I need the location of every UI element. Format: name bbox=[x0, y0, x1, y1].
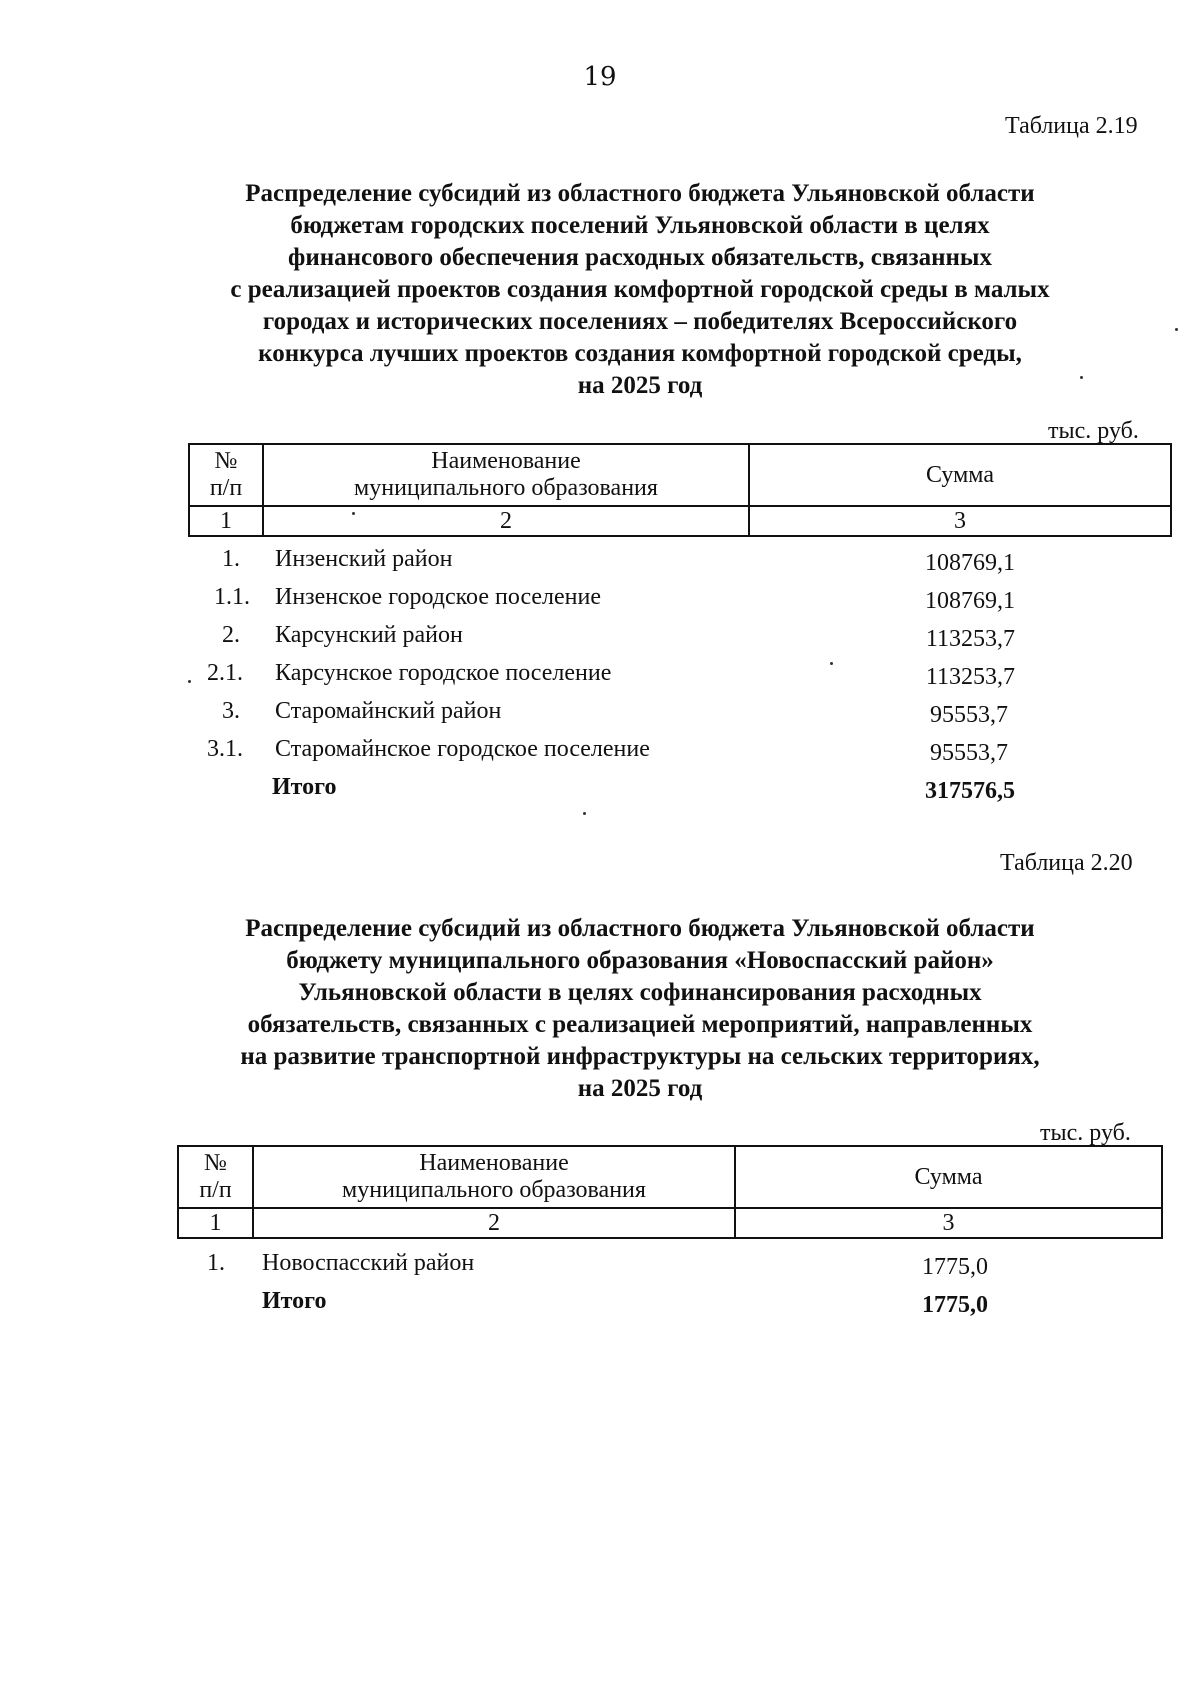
row-number: 3. bbox=[222, 698, 240, 724]
scan-speck bbox=[352, 512, 355, 515]
row-amount: 113253,7 bbox=[925, 626, 1015, 652]
row-number: 2. bbox=[222, 622, 240, 648]
num-abbrev: п/п bbox=[199, 1177, 232, 1203]
row-amount: 95553,7 bbox=[930, 740, 1008, 766]
header-name-line2: муниципального образования bbox=[342, 1177, 646, 1203]
scan-speck bbox=[583, 812, 586, 815]
table1-header-sum: Сумма bbox=[749, 444, 1171, 506]
row-amount: 108769,1 bbox=[925, 588, 1015, 614]
row-name: Инзенский район bbox=[275, 546, 453, 572]
total-label: Итого bbox=[262, 1288, 327, 1314]
num-sign: № bbox=[204, 1150, 227, 1176]
table2-header bbox=[177, 1145, 1163, 1239]
table1-col-index-3: 3 bbox=[749, 506, 1171, 536]
total-amount: 317576,5 bbox=[925, 778, 1015, 804]
row-name: Карсунский район bbox=[275, 622, 463, 648]
scan-speck bbox=[188, 680, 191, 683]
num-abbrev: п/п bbox=[209, 475, 243, 501]
row-name: Старомайнский район bbox=[275, 698, 502, 724]
table2-heading-line: Распределение субсидий из областного бюджета Ульяновской области bbox=[245, 915, 1035, 942]
table2-units: тыс. руб. bbox=[1040, 1120, 1131, 1146]
table1-col-index-1: 1 bbox=[189, 506, 263, 536]
row-name: Карсунское городское поселение bbox=[275, 660, 612, 686]
total-amount: 1775,0 bbox=[922, 1292, 988, 1318]
table2-header-name bbox=[253, 1146, 735, 1208]
row-name: Новоспасский район bbox=[262, 1250, 475, 1276]
table1-heading-line: финансового обеспечения расходных обязательств, связанных bbox=[288, 244, 992, 271]
table1-header-name bbox=[263, 444, 749, 506]
row-amount: 1775,0 bbox=[922, 1254, 988, 1280]
table1-heading-line: городах и исторических поселениях – победителях Всероссийского bbox=[262, 308, 1018, 335]
row-amount: 95553,7 bbox=[930, 702, 1008, 728]
row-amount: 108769,1 bbox=[925, 550, 1015, 576]
table1-heading-line: конкурса лучших проектов создания комфортной городской среды, bbox=[258, 340, 1022, 367]
row-number: 3.1. bbox=[207, 736, 243, 762]
scan-speck bbox=[1175, 328, 1178, 331]
row-number: 1.1. bbox=[214, 584, 250, 610]
table2-heading-line: обязательств, связанных с реализацией мероприятий, направленных bbox=[247, 1011, 1033, 1038]
table2-heading-line: бюджету муниципального образования «Новоспасский район» bbox=[286, 947, 994, 974]
table2-col-index-1: 1 bbox=[178, 1208, 253, 1238]
table2-col-index-2: 2 bbox=[253, 1208, 735, 1238]
table1-units: тыс. руб. bbox=[1048, 418, 1139, 444]
scan-speck bbox=[830, 662, 833, 665]
scan-speck bbox=[1080, 376, 1083, 379]
header-name-line2: муниципального образования bbox=[354, 475, 658, 501]
header-name-line1: Наименование bbox=[419, 1150, 569, 1176]
table-label-2-19: Таблица 2.19 bbox=[1005, 113, 1138, 139]
table1-heading-line: на 2025 год bbox=[577, 372, 703, 399]
table2-header-num bbox=[178, 1146, 253, 1208]
table2-heading bbox=[160, 913, 1120, 1105]
table1-heading-line: бюджетам городских поселений Ульяновской области в целях bbox=[290, 212, 990, 239]
table2-heading-line: на развитие транспортной инфраструктуры на сельских территориях, bbox=[240, 1043, 1040, 1070]
table2-heading-line: на 2025 год bbox=[577, 1075, 703, 1102]
table1-header-num bbox=[189, 444, 263, 506]
row-name: Инзенское городское поселение bbox=[275, 584, 602, 610]
total-label: Итого bbox=[272, 774, 337, 800]
row-number: 2.1. bbox=[207, 660, 243, 686]
table1-heading-line: Распределение субсидий из областного бюджета Ульяновской области bbox=[245, 180, 1035, 207]
row-amount: 113253,7 bbox=[925, 664, 1015, 690]
header-name-line1: Наименование bbox=[431, 448, 581, 474]
table2-col-index-3: 3 bbox=[735, 1208, 1162, 1238]
table-label-2-20: Таблица 2.20 bbox=[1000, 850, 1133, 876]
row-name: Старомайнское городское поселение bbox=[275, 736, 650, 762]
table1-heading bbox=[160, 178, 1120, 402]
num-sign: № bbox=[214, 448, 238, 474]
table2-header-sum: Сумма bbox=[735, 1146, 1162, 1208]
table2-heading-line: Ульяновской области в целях софинансирования расходных bbox=[298, 979, 982, 1006]
table1-heading-line: с реализацией проектов создания комфортной городской среды в малых bbox=[230, 276, 1050, 303]
row-number: 1. bbox=[207, 1250, 225, 1276]
table1-col-index-2: 2 bbox=[263, 506, 749, 536]
page-number: 19 bbox=[583, 62, 617, 92]
table1-header bbox=[188, 443, 1172, 537]
row-number: 1. bbox=[222, 546, 240, 572]
